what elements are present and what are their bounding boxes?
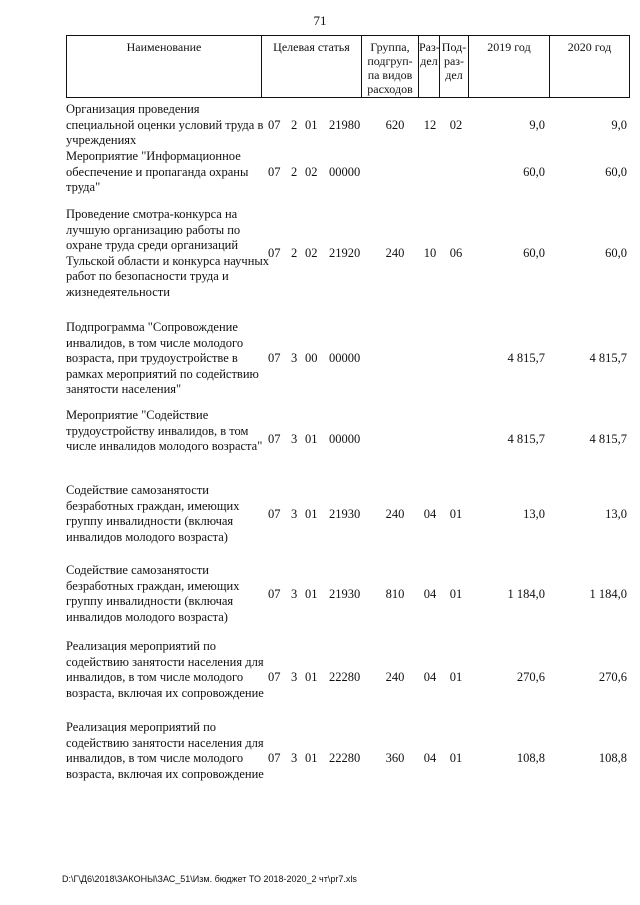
value-2020: 270,6: [598, 670, 627, 684]
header-razdel: Раз- дел: [418, 35, 440, 98]
row-name: Мероприятие "Информационное обеспечение и пропаганда охраны труда": [66, 149, 249, 194]
code-direction: 21980: [329, 118, 361, 132]
code-program: 07: [268, 432, 281, 446]
code-direction: 22280: [329, 670, 361, 684]
code-program: 07: [268, 670, 281, 684]
value-2019: 4 815,7: [507, 351, 545, 365]
code-event: 01: [305, 118, 318, 132]
file-path-footer: D:\Г\Д6\2018\ЗАКОНЫ\ЗАС_51\Изм. бюджет ТО 2018-2020_2 чт\pr7.xls: [62, 874, 357, 884]
code-event: 02: [305, 246, 318, 260]
row-name: Организация проведения специальной оценки условий труда в учреждениях: [66, 102, 264, 147]
code-subprogram: 3: [291, 507, 298, 521]
header-2019: 2019 год: [468, 35, 550, 98]
code-subprogram: 2: [291, 165, 298, 179]
podrazdel-code: 01: [449, 670, 463, 684]
value-2020: 9,0: [611, 118, 627, 132]
code-program: 07: [268, 587, 281, 601]
code-subprogram: 2: [291, 246, 298, 260]
code-direction: 00000: [329, 351, 361, 365]
header-group: Группа, подгруп- па видов расходов: [361, 35, 419, 98]
code-program: 07: [268, 118, 281, 132]
value-2019: 108,8: [516, 751, 545, 765]
value-2020: 13,0: [605, 507, 627, 521]
page-number: 71: [313, 13, 327, 28]
code-event: 01: [305, 432, 318, 446]
razdel-code: 10: [423, 246, 437, 260]
code-direction: 22280: [329, 751, 361, 765]
razdel-code: 04: [423, 751, 437, 765]
razdel-code: 04: [423, 507, 437, 521]
header-target-article: Целевая статья: [261, 35, 362, 98]
podrazdel-code: 01: [449, 587, 463, 601]
value-2019: 4 815,7: [507, 432, 545, 446]
value-2020: 1 184,0: [589, 587, 627, 601]
code-subprogram: 3: [291, 432, 298, 446]
value-2019: 1 184,0: [507, 587, 545, 601]
value-2019: 270,6: [516, 670, 545, 684]
row-name: Содействие самозанятости безработных граждан, имеющих группу инвалидности (включая инвалидов молодого возраста): [66, 483, 240, 544]
row-name: Реализация мероприятий по содействию занятости населения для инвалидов, в том числе молодого возраста, включая их сопровождение: [66, 639, 264, 700]
code-program: 07: [268, 751, 281, 765]
code-direction: 21920: [329, 246, 361, 260]
razdel-code: 04: [423, 670, 437, 684]
value-2019: 13,0: [523, 507, 545, 521]
value-2019: 9,0: [529, 118, 545, 132]
group-code: 240: [385, 507, 405, 521]
code-program: 07: [268, 246, 281, 260]
code-program: 07: [268, 351, 281, 365]
code-event: 02: [305, 165, 318, 179]
row-name: Реализация мероприятий по содействию занятости населения для инвалидов, в том числе молодого возраста, включая их сопровождение: [66, 720, 264, 781]
header-2020: 2020 год: [549, 35, 630, 98]
code-direction: 00000: [329, 432, 361, 446]
code-event: 01: [305, 507, 318, 521]
code-subprogram: 3: [291, 751, 298, 765]
value-2020: 60,0: [605, 246, 627, 260]
value-2020: 4 815,7: [589, 351, 627, 365]
code-event: 00: [305, 351, 318, 365]
value-2020: 60,0: [605, 165, 627, 179]
table-header: [66, 35, 630, 98]
code-event: 01: [305, 587, 318, 601]
row-name: Содействие самозанятости безработных граждан, имеющих группу инвалидности (включая инвалидов молодого возраста): [66, 563, 240, 624]
value-2019: 60,0: [523, 165, 545, 179]
value-2020: 4 815,7: [589, 432, 627, 446]
code-program: 07: [268, 165, 281, 179]
group-code: 620: [385, 118, 405, 132]
code-event: 01: [305, 751, 318, 765]
code-direction: 21930: [329, 507, 361, 521]
code-event: 01: [305, 670, 318, 684]
group-code: 360: [385, 751, 405, 765]
code-subprogram: 3: [291, 351, 298, 365]
row-name: Проведение смотра-конкурса на лучшую организацию работы по охране труда среди организаций Тульской области и конкурса научных работ по безопасности труда и жизнедеятельности: [66, 207, 270, 299]
value-2020: 108,8: [598, 751, 627, 765]
code-subprogram: 3: [291, 587, 298, 601]
podrazdel-code: 01: [449, 751, 463, 765]
razdel-code: 12: [423, 118, 437, 132]
value-2019: 60,0: [523, 246, 545, 260]
podrazdel-code: 06: [449, 246, 463, 260]
code-subprogram: 3: [291, 670, 298, 684]
group-code: 810: [385, 587, 405, 601]
code-direction: 00000: [329, 165, 361, 179]
header-podrazdel: Под- раз- дел: [439, 35, 469, 98]
group-code: 240: [385, 246, 405, 260]
podrazdel-code: 02: [449, 118, 463, 132]
row-name: Мероприятие "Содействие трудоустройству инвалидов, в том числе инвалидов молодого возраста": [66, 408, 263, 453]
code-program: 07: [268, 507, 281, 521]
row-name: Подпрограмма "Сопровождение инвалидов, в том числе молодого возраста, при трудоустройстве в рамках мероприятий по содействию занятости населения": [66, 320, 259, 396]
podrazdel-code: 01: [449, 507, 463, 521]
header-name: Наименование: [66, 35, 262, 98]
code-direction: 21930: [329, 587, 361, 601]
razdel-code: 04: [423, 587, 437, 601]
code-subprogram: 2: [291, 118, 298, 132]
group-code: 240: [385, 670, 405, 684]
